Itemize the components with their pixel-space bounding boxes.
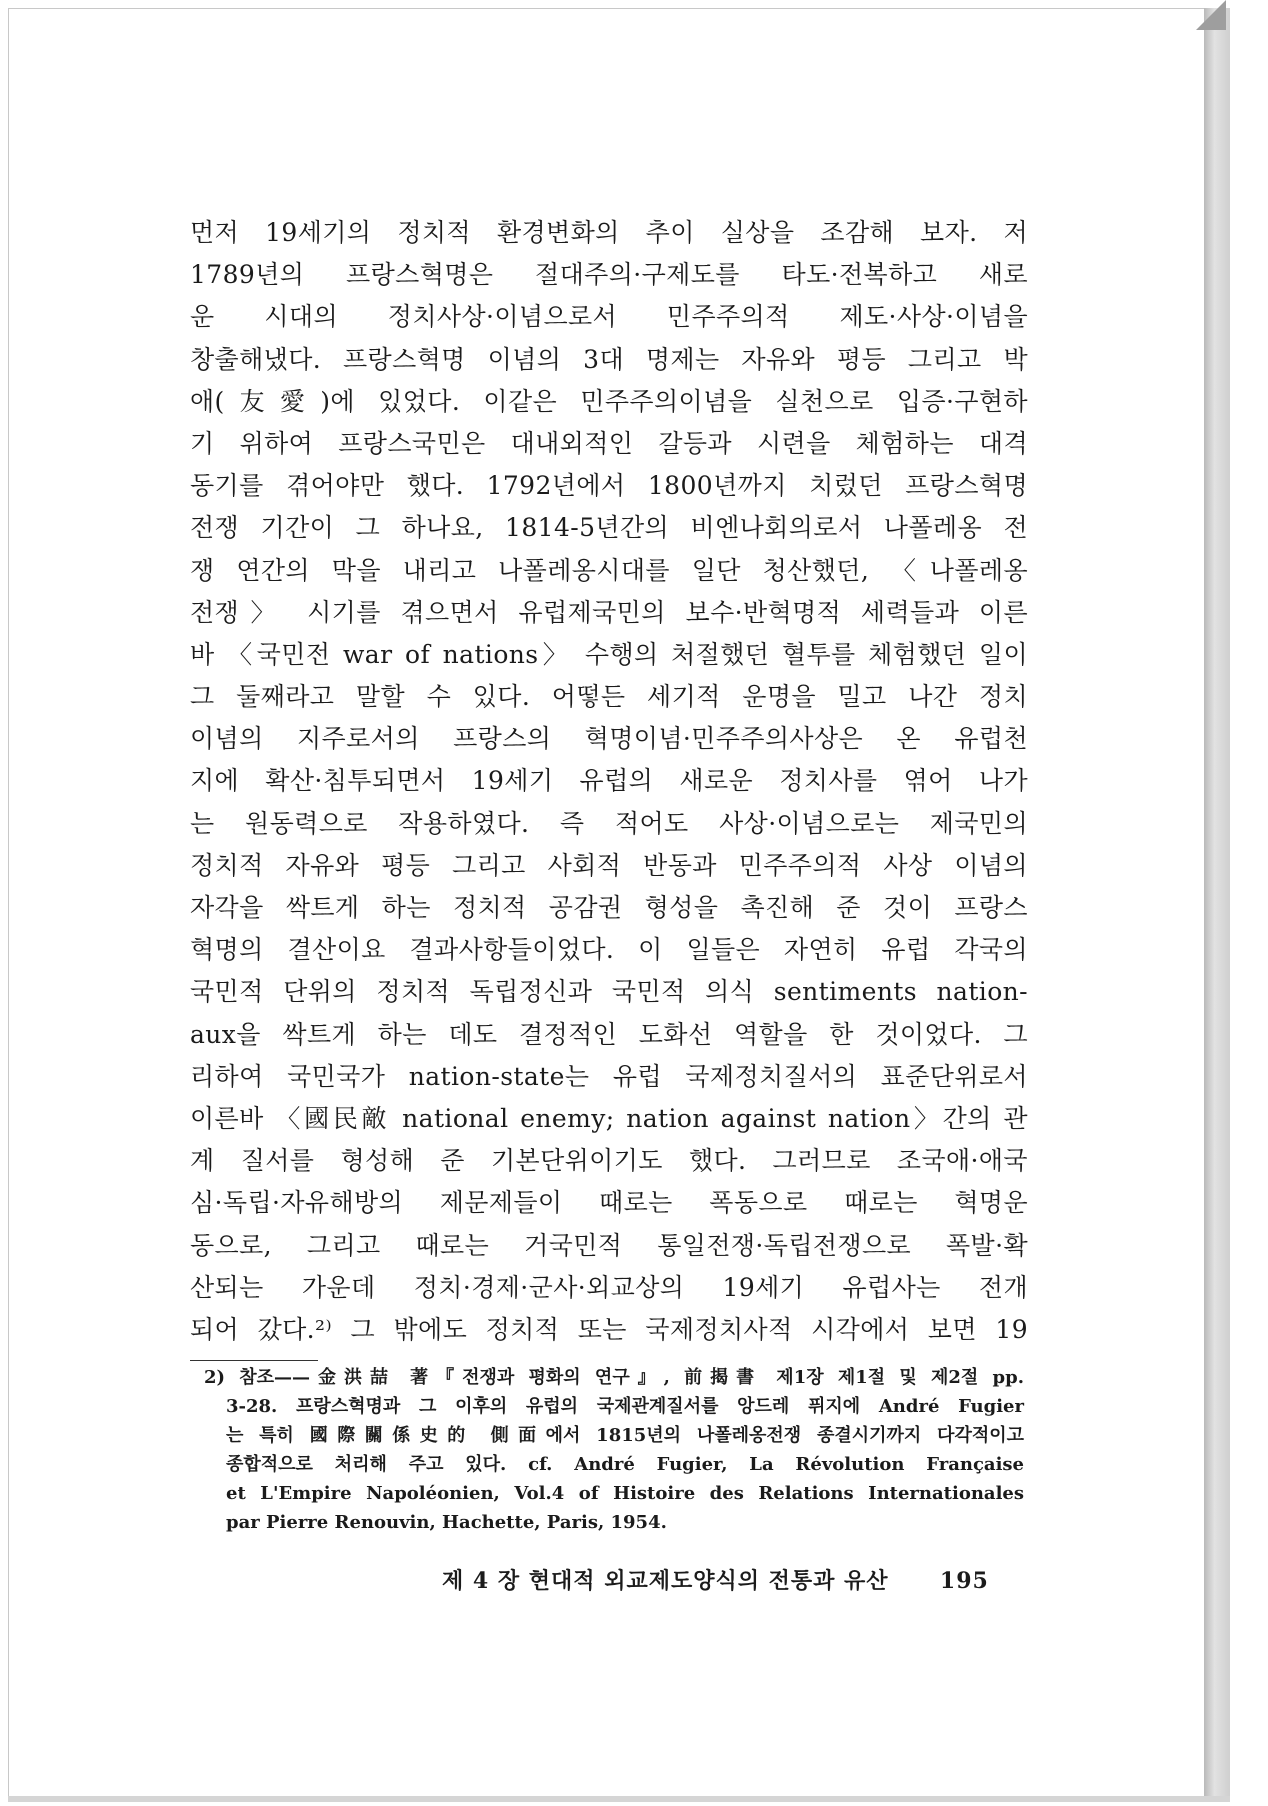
text-line: 전쟁 기간이 그 하나요, 1814-5년간의 비엔나회의로서 나폴레옹 전 <box>190 513 1028 543</box>
page-fold-corner <box>1196 0 1226 30</box>
text-line: 혁명의 결산이요 결과사항들이었다. 이 일들은 자연히 유럽 각국의 <box>190 935 1028 965</box>
page-edge-shadow <box>1204 8 1230 1800</box>
text-line: 정치적 자유와 평등 그리고 사회적 반동과 민주주의적 사상 이념의 <box>190 850 1028 880</box>
footnote-line: et L'Empire Napoléonien, Vol.4 of Histoire des Relations Internationales <box>226 1483 1024 1504</box>
text-line: 계 질서를 형성해 준 기본단위이기도 했다. 그러므로 조국애·애국 <box>190 1146 1028 1176</box>
text-line: 이념의 지주로서의 프랑스의 혁명이념·민주주의사상은 온 유럽천 <box>190 724 1028 754</box>
text-line: 쟁 연간의 막을 내리고 나폴레옹시대를 일단 청산했던, 〈나폴레옹 <box>190 555 1028 585</box>
text-line: 국민적 단위의 정치적 독립정신과 국민적 의식 sentiments nation- <box>190 977 1028 1007</box>
text-line: 창출해냈다. 프랑스혁명 이념의 3대 명제는 자유와 평등 그리고 박 <box>190 344 1028 374</box>
text-line: 동으로, 그리고 때로는 거국민적 통일전쟁·독립전쟁으로 폭발·확 <box>190 1230 1028 1260</box>
text-line: 지에 확산·침투되면서 19세기 유럽의 새로운 정치사를 엮어 나가 <box>190 766 1028 796</box>
text-line: 동기를 겪어야만 했다. 1792년에서 1800년까지 치렀던 프랑스혁명 <box>190 471 1028 501</box>
running-footer <box>442 1564 992 1595</box>
text-line: 리하여 국민국가 nation-state는 유럽 국제정치질서의 표준단위로서 <box>190 1061 1028 1091</box>
text-line: 먼저 19세기의 정치적 환경변화의 추이 실상을 조감해 보자. 저 <box>190 218 1028 247</box>
text-line: aux을 싹트게 하는 데도 결정적인 도화선 역할을 한 것이었다. 그 <box>190 1019 1028 1049</box>
text-line: 는 원동력으로 작용하였다. 즉 적어도 사상·이념으로는 제국민의 <box>190 808 1028 838</box>
footnote-line: par Pierre Renouvin, Hachette, Paris, 1954. <box>226 1512 667 1533</box>
text-line: 자각을 싹트게 하는 정치적 공감권 형성을 촉진해 준 것이 프랑스 <box>190 893 1028 922</box>
text-line: 1789년의 프랑스혁명은 절대주의·구제도를 타도·전복하고 새로 <box>190 260 1028 290</box>
text-line: 애(友愛)에 있었다. 이같은 민주주의이념을 실천으로 입증·구현하 <box>190 386 1028 416</box>
footnote-line: 종합적으로 처리해 주고 있다. cf. André Fugier, La Révolution Française <box>226 1454 1024 1475</box>
footnote-line: 는 특히 國際關係史的 側面에서 1815년의 나폴레옹전쟁 종결시기까지 다각적이고 <box>226 1425 1024 1446</box>
text-line: 되어 갔다.²⁾ 그 밖에도 정치적 또는 국제정치사적 시각에서 보면 19 <box>190 1314 1028 1344</box>
chapter-title: 제 4 장 현대적 외교제도양식의 전통과 유산 <box>442 1568 889 1594</box>
footnote-line: 2) 참조——金洪喆 著『전쟁과 평화의 연구』, 前揭書 제1장 제1절 및 제2절 pp. <box>204 1367 1024 1388</box>
text-line: 그 둘째라고 말할 수 있다. 어떻든 세기적 운명을 밀고 나간 정치 <box>190 682 1028 712</box>
page-bottom-edge <box>8 1796 1230 1802</box>
text-line: 심·독립·자유해방의 제문제들이 때로는 폭동으로 때로는 혁명운 <box>190 1188 1028 1218</box>
footnote-block <box>204 1363 1024 1537</box>
text-line: 전쟁〉 시기를 겪으면서 유럽제국민의 보수·반혁명적 세력들과 이른 <box>190 597 1028 627</box>
footnote-rule <box>190 1360 318 1361</box>
text-line: 이른바 〈國民敵 national enemy; nation against nation〉간의 관 <box>190 1103 1028 1133</box>
text-line: 바 〈국민전 war of nations〉 수행의 처절했던 혈투를 체험했던 일이 <box>190 639 1028 669</box>
text-line: 산되는 가운데 정치·경제·군사·외교상의 19세기 유럽사는 전개 <box>190 1272 1028 1302</box>
text-line: 운 시대의 정치사상·이념으로서 민주주의적 제도·사상·이념을 <box>190 302 1028 332</box>
page-number: 195 <box>939 1568 989 1594</box>
text-line: 기 위하여 프랑스국민은 대내외적인 갈등과 시련을 체험하는 대격 <box>190 428 1028 458</box>
body-paragraph <box>190 212 1028 1351</box>
footnote-line: 3-28. 프랑스혁명과 그 이후의 유럽의 국제관계질서를 앙드레 퓌지에 André Fugier <box>226 1396 1024 1417</box>
